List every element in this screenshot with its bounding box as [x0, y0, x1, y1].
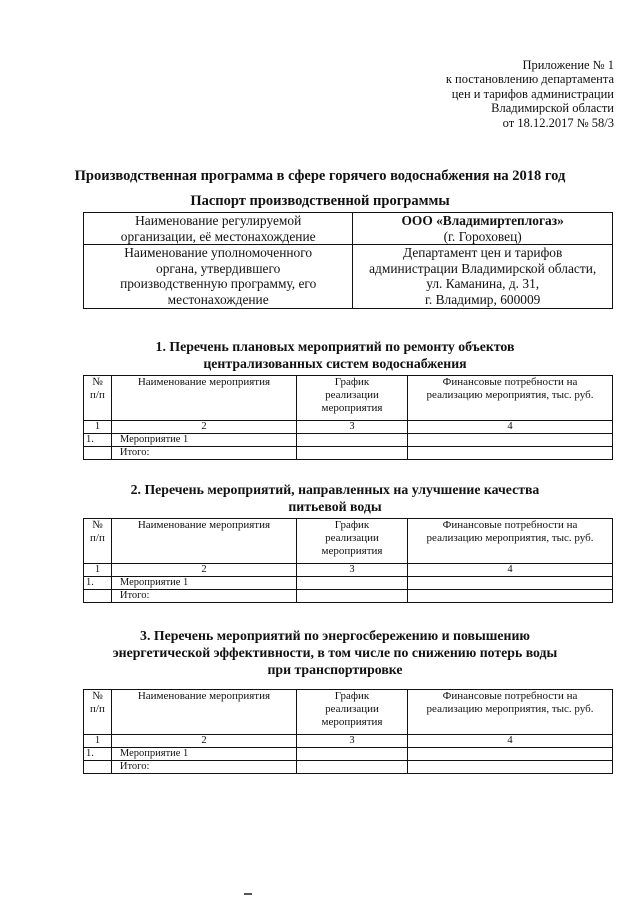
header-finance-line: реализацию мероприятия, тыс. руб. — [426, 703, 594, 715]
header-finance-line: Финансовые потребности на — [442, 376, 578, 388]
appendix-block — [446, 58, 614, 130]
column-index: 4 — [408, 564, 613, 577]
row-num: 1. — [84, 577, 112, 590]
row-schedule — [297, 577, 408, 590]
authority-line: Департамент цен и тарифов — [403, 245, 563, 261]
table-row-total — [84, 761, 613, 774]
table-row-total — [84, 447, 613, 460]
header-num-line: № — [92, 519, 103, 531]
section-2-title — [60, 481, 610, 515]
row-schedule — [297, 590, 408, 603]
passport-row — [84, 213, 613, 245]
header-finance-line: реализацию мероприятия, тыс. руб. — [426, 389, 594, 401]
header-num-line: п/п — [90, 389, 105, 401]
table-header-row — [84, 376, 613, 421]
header-finance-line: Финансовые потребности на — [442, 690, 578, 702]
header-num-line: № — [92, 690, 103, 702]
passport-table — [83, 212, 613, 309]
table-row — [84, 577, 613, 590]
row-schedule — [297, 447, 408, 460]
section-title-line: централизованных систем водоснабжения — [203, 356, 467, 371]
section-title-line: при транспортировке — [267, 662, 403, 677]
authority-line: ул. Каманина, д. 31, — [426, 276, 540, 292]
column-index: 2 — [111, 735, 296, 748]
column-index: 3 — [297, 564, 408, 577]
header-finance — [408, 376, 613, 421]
column-index: 2 — [111, 421, 296, 434]
column-index-row — [84, 421, 613, 434]
organization-name: ООО «Владимиртеплогаз» — [401, 213, 564, 228]
header-schedule-line: мероприятия — [321, 545, 383, 557]
authority-line: администрации Владимирской области, — [369, 260, 597, 276]
passport-title: Паспорт производственной программы — [190, 193, 450, 209]
column-index: 3 — [297, 421, 408, 434]
row-num: 1. — [84, 748, 112, 761]
header-num-line: п/п — [90, 703, 105, 715]
header-schedule-line: График — [334, 376, 370, 388]
header-num-line: № — [92, 376, 103, 388]
program-title: Производственная программа в сфере горячего водоснабжения на 2018 год — [74, 168, 566, 184]
header-finance-line: Финансовые потребности на — [442, 519, 578, 531]
header-num-line: п/п — [90, 532, 105, 544]
column-index: 4 — [408, 421, 613, 434]
header-name: Наименование мероприятия — [111, 376, 296, 421]
row-schedule — [297, 434, 408, 447]
header-name: Наименование мероприятия — [111, 519, 296, 564]
passport-label-cell — [84, 245, 353, 308]
passport-label-line: Наименование регулируемой — [135, 213, 302, 228]
row-num — [84, 590, 112, 603]
row-num: 1. — [84, 434, 112, 447]
header-num — [84, 519, 112, 564]
row-num — [84, 447, 112, 460]
column-index-row — [84, 735, 613, 748]
column-index: 1 — [84, 421, 112, 434]
passport-label-line: местонахождение — [167, 291, 269, 307]
passport-label-cell — [84, 213, 353, 245]
section-3-table — [83, 689, 613, 774]
column-index-row — [84, 564, 613, 577]
header-finance — [408, 519, 613, 564]
header-schedule-line: реализации — [325, 389, 379, 401]
appendix-line: Приложение № 1 — [522, 58, 614, 72]
header-schedule — [297, 690, 408, 735]
authority-line: г. Владимир, 600009 — [424, 291, 541, 307]
passport-label-line: органа, утвердившего — [156, 260, 281, 276]
header-schedule-line: реализации — [325, 703, 379, 715]
header-schedule-line: мероприятия — [321, 402, 383, 414]
row-schedule — [297, 761, 408, 774]
section-2-table — [83, 518, 613, 603]
table-row — [84, 748, 613, 761]
appendix-line: цен и тарифов администрации — [451, 86, 614, 101]
header-schedule — [297, 519, 408, 564]
row-finance — [408, 761, 613, 774]
passport-label-line: организации, её местонахождение — [120, 228, 316, 244]
row-name: Итого: — [111, 590, 296, 603]
passport-label-line: Наименование уполномоченного — [124, 245, 313, 261]
section-title-line: энергетической эффективности, в том числе по снижению потерь воды — [112, 645, 558, 660]
table-header-row — [84, 690, 613, 735]
header-num — [84, 376, 112, 421]
header-schedule-line: График — [334, 519, 370, 531]
table-header-row — [84, 519, 613, 564]
row-name: Итого: — [111, 761, 296, 774]
row-num — [84, 761, 112, 774]
header-num — [84, 690, 112, 735]
header-finance-line: реализацию мероприятия, тыс. руб. — [426, 532, 594, 544]
row-name: Итого: — [111, 447, 296, 460]
column-index: 1 — [84, 735, 112, 748]
header-schedule-line: График — [334, 690, 370, 702]
column-index: 1 — [84, 564, 112, 577]
appendix-line: к постановлению департамента — [445, 72, 614, 87]
row-finance — [408, 434, 613, 447]
table-row-total — [84, 590, 613, 603]
scan-mark — [244, 893, 252, 895]
appendix-line: Владимирской области — [491, 101, 614, 116]
section-title-line: 2. Перечень мероприятий, направленных на улучшение качества — [130, 482, 540, 497]
column-index: 4 — [408, 735, 613, 748]
section-1-title — [60, 338, 610, 372]
passport-value-cell — [353, 213, 613, 245]
row-finance — [408, 748, 613, 761]
row-finance — [408, 447, 613, 460]
passport-row — [84, 245, 613, 308]
header-schedule — [297, 376, 408, 421]
appendix-line: от 18.12.2017 № 58/3 — [502, 115, 614, 130]
row-finance — [408, 590, 613, 603]
table-row — [84, 434, 613, 447]
section-3-title — [60, 627, 610, 678]
row-name: Мероприятие 1 — [111, 577, 296, 590]
section-title-line: питьевой воды — [288, 499, 382, 514]
row-name: Мероприятие 1 — [111, 434, 296, 447]
header-schedule-line: мероприятия — [321, 716, 383, 728]
passport-value-cell — [353, 245, 613, 308]
column-index: 3 — [297, 735, 408, 748]
header-schedule-line: реализации — [325, 532, 379, 544]
header-name: Наименование мероприятия — [111, 690, 296, 735]
section-title-line: 3. Перечень мероприятий по энергосбережению и повышению — [140, 628, 530, 643]
row-finance — [408, 577, 613, 590]
column-index: 2 — [111, 564, 296, 577]
passport-label-line: производственную программу, его — [120, 276, 317, 292]
row-schedule — [297, 748, 408, 761]
row-name: Мероприятие 1 — [111, 748, 296, 761]
section-title-line: 1. Перечень плановых мероприятий по ремонту объектов — [155, 339, 515, 354]
header-finance — [408, 690, 613, 735]
section-1-table — [83, 375, 613, 460]
organization-location: (г. Гороховец) — [443, 228, 522, 244]
